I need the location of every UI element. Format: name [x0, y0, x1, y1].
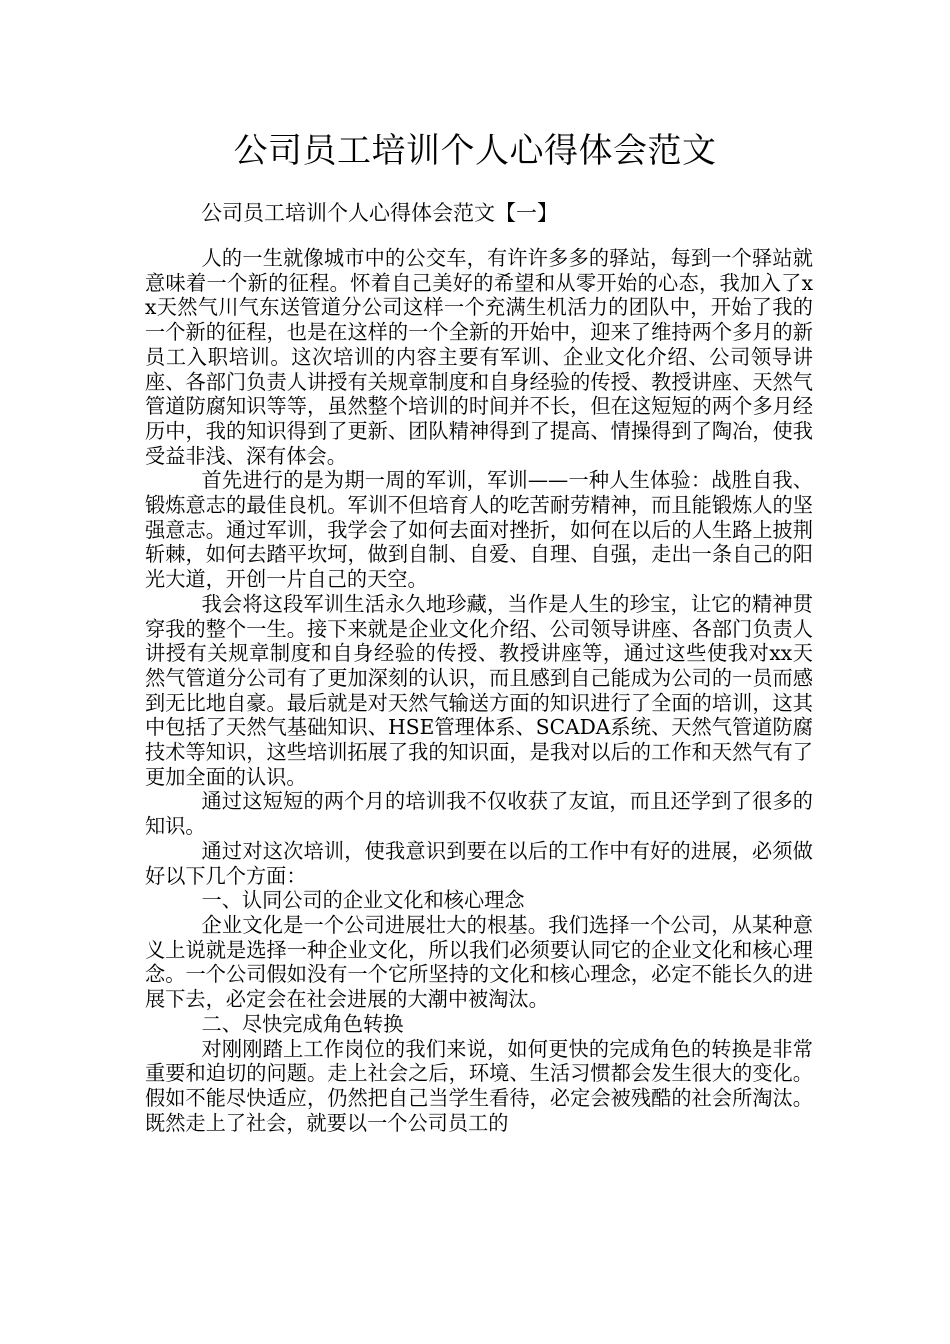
- paragraph: 对刚刚踏上工作岗位的我们来说，如何更快的完成角色的转换是非常重要和迫切的问题。走上社会之后，环境、生活习惯都会发生很大的变化。假如不能尽快适应，仍然把自己当学生看待，必定会被残酷的社会所淘汰。既然走上了社会，就要以一个公司员工的: [145, 1036, 813, 1135]
- paragraph: 我会将这段军训生活永久地珍藏，当作是人生的珍宝，让它的精神贯穿我的整个一生。接下来就是企业文化介绍、公司领导讲座、各部门负责人讲授有关规章制度和自身经验的传授、教授讲座等，通过这些使我对xx天然气管道分公司有了更加深刻的认识，而且感到自己能成为公司的一员而感到无比地自豪。最后就是对天然气输送方面的知识进行了全面的培训，这其中包括了天然气基础知识、HSE管理体系、SCADA系统、天然气管道防腐技术等知识，这些培训拓展了我的知识面，是我对以后的工作和天然气有了更加全面的认识。: [145, 591, 813, 789]
- paragraph: 人的一生就像城市中的公交车，有许许多多的驿站，每到一个驿站就意味着一个新的征程。怀着自己美好的希望和从零开始的心态，我加入了xx天然气川气东送管道分公司这样一个充满生机活力的团队中，开始了我的一个新的征程，也是在这样的一个全新的开始中，迎来了维持两个多月的新员工入职培训。这次培训的内容主要有军训、企业文化介绍、公司领导讲座、各部门负责人讲授有关规章制度和自身经验的传授、教授讲座、天然气管道防腐知识等等，虽然整个培训的时间并不长，但在这短短的两个多月经历中，我的知识得到了更新、团队精神得到了提高、情操得到了陶冶，使我受益非浅、深有体会。: [145, 246, 813, 468]
- document-title: 公司员工培训个人心得体会范文: [233, 131, 717, 171]
- paragraph: 通过这短短的两个月的培训我不仅收获了友谊，而且还学到了很多的知识。: [145, 789, 813, 839]
- document-subtitle: 公司员工培训个人心得体会范文【一】: [201, 201, 558, 225]
- paragraph: 企业文化是一个公司进展壮大的根基。我们选择一个公司，从某种意义上说就是选择一种企业文化，所以我们必须要认同它的企业文化和核心理念。一个公司假如没有一个它所坚持的文化和核心理念，必定不能长久的进展下去，必定会在社会进展的大潮中被淘汰。: [145, 912, 813, 1012]
- section-heading: 一、认同公司的企业文化和核心理念: [201, 888, 525, 913]
- paragraph: 首先进行的是为期一周的军训，军训——一种人生体验：战胜自我、锻炼意志的最佳良机。军训不但培育人的吃苦耐劳精神，而且能锻炼人的坚强意志。通过军训，我学会了如何去面对挫折，如何在以后的人生路上披荆斩棘，如何去踏平坎坷，做到自制、自爱、自理、自强，走出一条自己的阳光大道，开创一片自己的天空。: [145, 468, 813, 592]
- document-body: [145, 246, 813, 1135]
- paragraph: 通过对这次培训，使我意识到要在以后的工作中有好的进展，必须做好以下几个方面：: [145, 838, 813, 888]
- section-heading: 二、尽快完成角色转换: [201, 1011, 404, 1036]
